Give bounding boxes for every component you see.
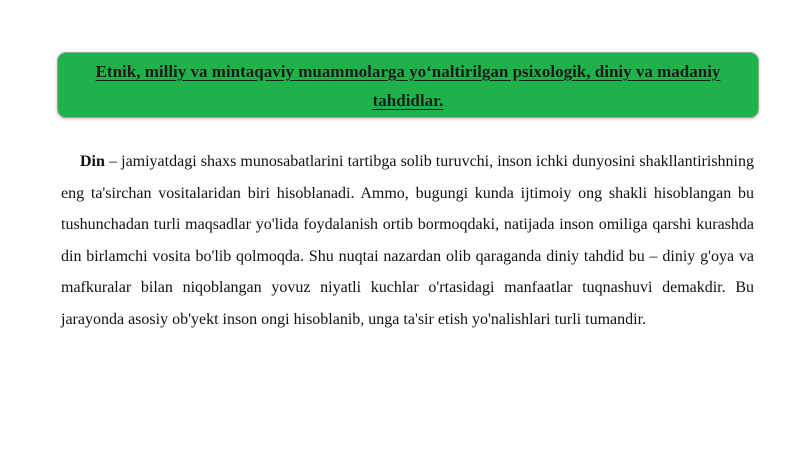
body-paragraph [61,146,754,335]
title-box [57,52,759,118]
slide-title: Etnik, milliy va mintaqaviy muammolarga yo‘naltirilgan psixologik, diniy va madaniy tahdidlar. [95,62,721,110]
body-text: – jamiyatdagi shaxs munosabatlarini tartibga solib turuvchi, inson ichki dunyosini shakllantirishning eng ta'sirchan vositalaridan biri hisoblanadi. Ammo, bugungi kunda ijtimoiy ong shakli hisoblangan bu tushunchadan turli maqsadlar yo'lida foydalanish ortib bormoqdaki, natijada inson omiliga qarshi kurashda din birlamchi vosita bo'lib qolmoqda. Shu nuqtai nazardan olib qaraganda diniy tahdid bu – diniy g'oya va mafkuralar bilan niqoblangan yovuz niyatli kuchlar o'rtasidagi manfaatlar tuqnashuvi demakdir. Bu jarayonda asosiy ob'yekt inson ongi hisoblanib, unga ta'sir etish yo'nalishlari turli tumandir. [61,153,754,328]
lead-word: Din [80,153,105,170]
